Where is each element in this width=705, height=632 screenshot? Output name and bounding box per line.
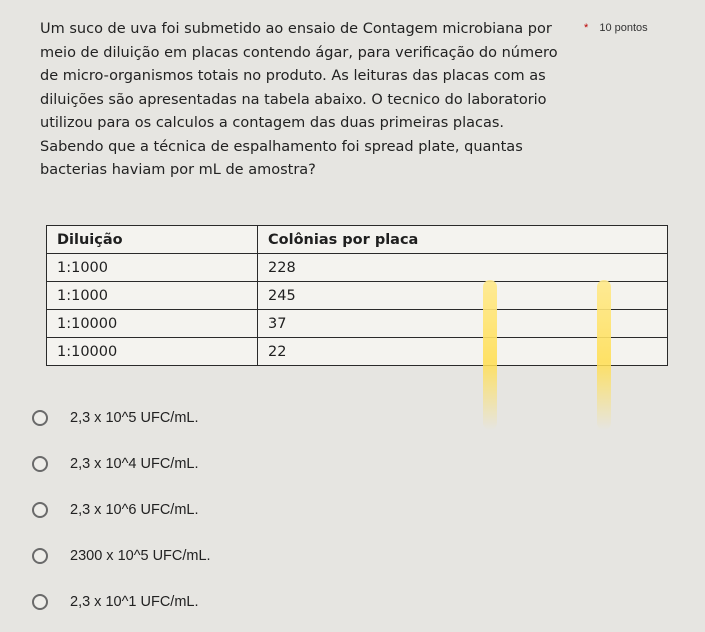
cell-colonies: 228	[258, 254, 668, 282]
header-colonies: Colônias por placa	[258, 226, 668, 254]
option-5[interactable]	[30, 589, 350, 615]
question-line: meio de diluição em placas contendo ágar, para verificação do número	[40, 44, 558, 61]
option-label: 2,3 x 10^4 UFC/mL.	[70, 456, 199, 472]
cell-colonies: 22	[258, 338, 668, 366]
option-1[interactable]	[30, 405, 350, 431]
question-line: Um suco de uva foi submetido ao ensaio de Contagem microbiana por	[40, 21, 552, 37]
option-label: 2,3 x 10^5 UFC/mL.	[70, 410, 199, 426]
radio-button[interactable]	[32, 594, 48, 610]
table-row	[47, 282, 668, 310]
radio-button[interactable]	[32, 410, 48, 426]
option-label: 2,3 x 10^6 UFC/mL.	[70, 502, 199, 518]
table-row	[47, 310, 668, 338]
table-row	[47, 254, 668, 282]
option-2[interactable]	[30, 451, 350, 477]
radio-button[interactable]	[32, 502, 48, 518]
question-line: de micro-organismos totais no produto. As leituras das placas com as	[40, 68, 546, 84]
cell-dilution: 1:10000	[47, 310, 258, 338]
option-label: 2,3 x 10^1 UFC/mL.	[70, 594, 199, 610]
cell-dilution: 1:1000	[47, 254, 258, 282]
points-label: 10 pontos	[599, 22, 648, 34]
option-3[interactable]	[30, 497, 350, 523]
cell-dilution: 1:10000	[47, 338, 258, 366]
question-line: bacterias haviam por mL de amostra?	[40, 162, 316, 178]
option-label: 2300 x 10^5 UFC/mL.	[70, 548, 211, 564]
cell-colonies: 37	[258, 310, 668, 338]
radio-button[interactable]	[32, 456, 48, 472]
table-row	[47, 338, 668, 366]
table-header-row	[47, 226, 668, 254]
question-line: utilizou para os calculos a contagem das duas primeiras placas.	[40, 115, 505, 131]
dilution-table	[46, 225, 668, 366]
option-4[interactable]	[30, 543, 350, 569]
light-glare	[483, 280, 497, 430]
question-text	[40, 18, 580, 183]
header-dilution: Diluição	[47, 226, 258, 254]
light-glare	[597, 280, 611, 430]
radio-button[interactable]	[32, 548, 48, 564]
required-marker: *	[584, 22, 589, 34]
cell-colonies: 245	[258, 282, 668, 310]
points-indicator	[584, 22, 648, 34]
question-line: Sabendo que a técnica de espalhamento foi spread plate, quantas	[40, 138, 523, 155]
question-line: diluições são apresentadas na tabela abaixo. O tecnico do laboratorio	[40, 91, 547, 108]
cell-dilution: 1:1000	[47, 282, 258, 310]
